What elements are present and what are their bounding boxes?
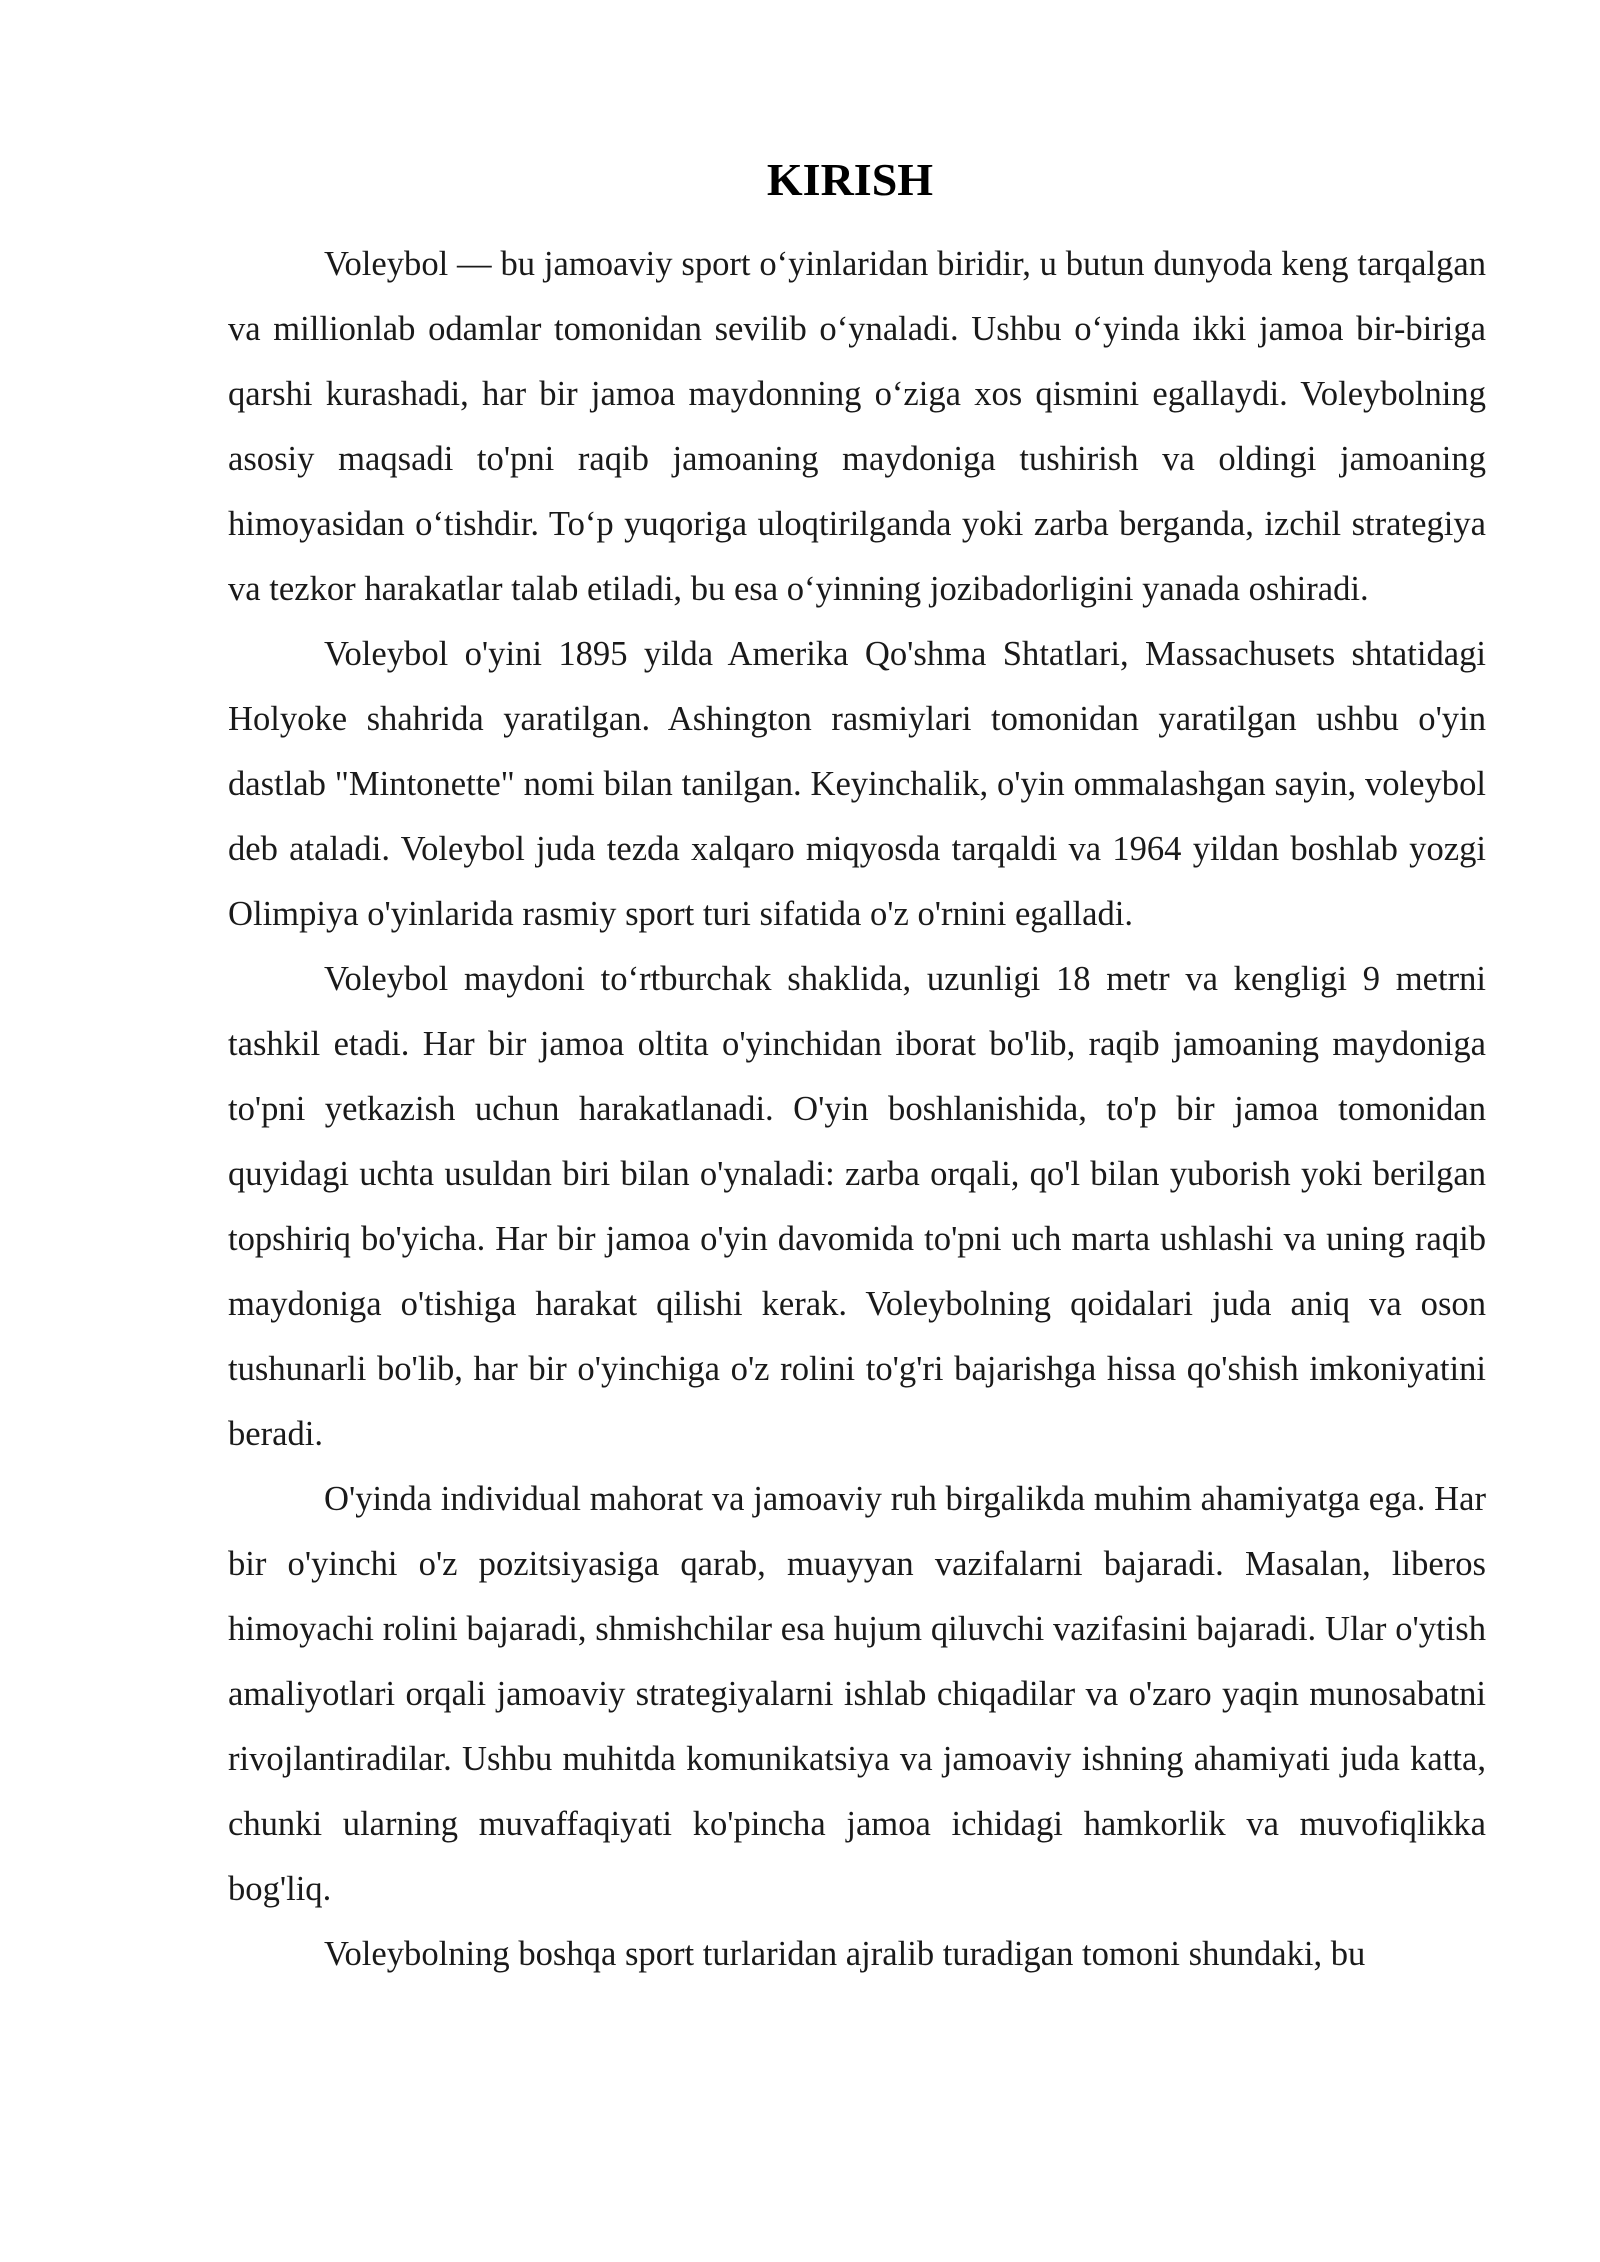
paragraph-1: Voleybol — bu jamoaviy sport o‘yinlaridan biridir, u butun dunyoda keng tarqalgan va millionlab odamlar tomonidan sevilib o‘ynaladi. Ushbu o‘yinda ikki jamoa bir-biriga qarshi kurashadi, har bir jamoa maydonning o‘ziga xos qismini egallaydi. Voleybolning asosiy maqsadi to'pni raqib jamoaning maydoniga tushirish va oldingi jamoaning himoyasidan o‘tishdir. To‘p yuqoriga uloqtirilganda yoki zarba berganda, izchil strategiya va tezkor harakatlar talab etiladi, bu esa o‘yinning jozibadorligini yanada oshiradi. bbox=[228, 245, 1486, 608]
body-text bbox=[228, 232, 1486, 1987]
paragraph-5: Voleybolning boshqa sport turlaridan ajralib turadigan tomoni shundaki, bu bbox=[324, 1935, 1366, 1973]
paragraph-3: Voleybol maydoni to‘rtburchak shaklida, uzunligi 18 metr va kengligi 9 metrni tashkil etadi. Har bir jamoa oltita o'yinchidan iborat bo'lib, raqib jamoaning maydoniga to'pni yetkazish uchun harakatlanadi. O'yin boshlanishida, to'p bir jamoa tomonidan quyidagi uchta usuldan biri bilan o'ynaladi: zarba orqali, qo'l bilan yuborish yoki berilgan topshiriq bo'yicha. Har bir jamoa o'yin davomida to'pni uch marta ushlashi va uning raqib maydoniga o'tishiga harakat qilishi kerak. Voleybolning qoidalari juda aniq va oson tushunarli bo'lib, har bir o'yinchiga o'z rolini to'g'ri bajarishga hissa qo'shish imkoniyatini beradi. bbox=[228, 960, 1486, 1453]
page-title: KIRISH bbox=[766, 154, 934, 205]
paragraph-2: Voleybol o'yini 1895 yilda Amerika Qo'shma Shtatlari, Massachusets shtatidagi Holyoke shahrida yaratilgan. Ashington rasmiylari tomonidan yaratilgan ushbu o'yin dastlab "Mintonette" nomi bilan tanilgan. Keyinchalik, o'yin ommalashgan sayin, voleybol deb ataladi. Voleybol juda tezda xalqaro miqyosda tarqaldi va 1964 yildan boshlab yozgi Olimpiya o'yinlarida rasmiy sport turi sifatida o'z o'rnini egalladi. bbox=[228, 635, 1486, 933]
paragraph-4: O'yinda individual mahorat va jamoaviy ruh birgalikda muhim ahamiyatga ega. Har bir o'yinchi o'z pozitsiyasiga qarab, muayyan vazifalarni bajaradi. Masalan, liberos himoyachi rolini bajaradi, shmishchilar esa hujum qiluvchi vazifasini bajaradi. Ular o'ytish amaliyotlari orqali jamoaviy strategiyalarni ishlab chiqadilar va o'zaro yaqin munosabatni rivojlantiradilar. Ushbu muhitda komunikatsiya va jamoaviy ishning ahamiyati juda katta, chunki ularning muvaffaqiyati ko'pincha jamoa ichidagi hamkorlik va muvofiqlikka bog'liq. bbox=[228, 1480, 1486, 1908]
